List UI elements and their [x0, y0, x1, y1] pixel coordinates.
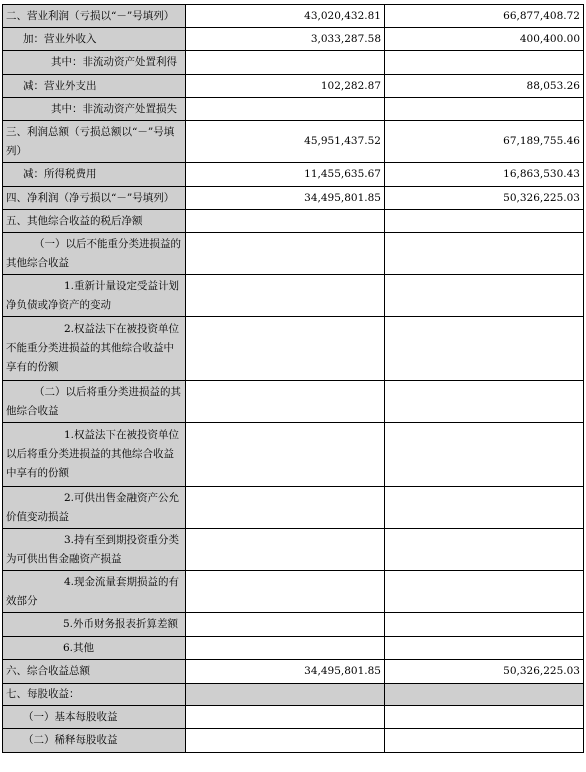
prior-period-value: [385, 729, 584, 753]
row-label: 三、利润总额（亏损总额以“－”号填列）: [3, 121, 186, 163]
current-period-value: [186, 98, 385, 121]
row-label: 减：营业外支出: [3, 75, 186, 98]
income-statement-table: [2, 4, 584, 753]
current-period-value: [186, 423, 385, 487]
row-label: 3.持有至到期投资重分类为可供出售金融资产损益: [3, 529, 186, 571]
current-period-value: 34,495,801.85: [186, 660, 385, 684]
table-row: [3, 637, 584, 660]
prior-period-value: 50,326,225.03: [385, 660, 584, 684]
current-period-value: [186, 381, 385, 423]
prior-period-value: 16,863,530.43: [385, 163, 584, 187]
current-period-value: [186, 729, 385, 753]
current-period-value: 34,495,801.85: [186, 187, 385, 210]
prior-period-value: [385, 98, 584, 121]
prior-period-value: [385, 637, 584, 660]
current-period-value: 45,951,437.52: [186, 121, 385, 163]
prior-period-value: 66,877,408.72: [385, 5, 584, 28]
prior-period-value: [385, 706, 584, 729]
current-period-value: [186, 529, 385, 571]
row-label: （二）稀释每股收益: [3, 729, 186, 753]
table-row: [3, 28, 584, 51]
row-label: 七、每股收益：: [3, 684, 186, 706]
table-row: [3, 51, 584, 75]
row-label: 其中：非流动资产处置损失: [3, 98, 186, 121]
table-row: [3, 163, 584, 187]
prior-period-value: [385, 684, 584, 706]
row-label: 2.权益法下在被投资单位不能重分类进损益的其他综合收益中享有的份额: [3, 317, 186, 381]
prior-period-value: [385, 317, 584, 381]
table-row: [3, 660, 584, 684]
prior-period-value: [385, 613, 584, 637]
table-row: [3, 275, 584, 317]
row-label: 4.现金流量套期损益的有效部分: [3, 571, 186, 613]
row-label: 六、综合收益总额: [3, 660, 186, 684]
prior-period-value: [385, 423, 584, 487]
row-label: 加：营业外收入: [3, 28, 186, 51]
prior-period-value: 50,326,225.03: [385, 187, 584, 210]
table-row: [3, 423, 584, 487]
prior-period-value: [385, 210, 584, 233]
current-period-value: 43,020,432.81: [186, 5, 385, 28]
row-label: 6.其他: [3, 637, 186, 660]
current-period-value: [186, 275, 385, 317]
prior-period-value: 88,053.26: [385, 75, 584, 98]
prior-period-value: 67,189,755.46: [385, 121, 584, 163]
prior-period-value: [385, 233, 584, 275]
table-row: [3, 571, 584, 613]
current-period-value: [186, 571, 385, 613]
current-period-value: 3,033,287.58: [186, 28, 385, 51]
prior-period-value: [385, 529, 584, 571]
current-period-value: [186, 317, 385, 381]
table-row: [3, 121, 584, 163]
row-label: 二、营业利润（亏损以“－”号填列）: [3, 5, 186, 28]
current-period-value: [186, 233, 385, 275]
prior-period-value: [385, 275, 584, 317]
current-period-value: [186, 706, 385, 729]
table-row: [3, 729, 584, 753]
prior-period-value: 400,400.00: [385, 28, 584, 51]
table-row: [3, 529, 584, 571]
table-row: [3, 381, 584, 423]
row-label: 1.权益法下在被投资单位以后将重分类进损益的其他综合收益中享有的份额: [3, 423, 186, 487]
current-period-value: [186, 51, 385, 75]
table-row: [3, 706, 584, 729]
table-row: [3, 684, 584, 706]
row-label: 其中：非流动资产处置利得: [3, 51, 186, 75]
row-label: （一）以后不能重分类进损益的其他综合收益: [3, 233, 186, 275]
current-period-value: 11,455,635.67: [186, 163, 385, 187]
row-label: 减：所得税费用: [3, 163, 186, 187]
table-row: [3, 210, 584, 233]
prior-period-value: [385, 571, 584, 613]
current-period-value: [186, 613, 385, 637]
current-period-value: 102,282.87: [186, 75, 385, 98]
prior-period-value: [385, 381, 584, 423]
table-row: [3, 187, 584, 210]
table-row: [3, 317, 584, 381]
prior-period-value: [385, 487, 584, 529]
table-row: [3, 75, 584, 98]
row-label: （二）以后将重分类进损益的其他综合收益: [3, 381, 186, 423]
current-period-value: [186, 637, 385, 660]
row-label: 1.重新计量设定受益计划净负债或净资产的变动: [3, 275, 186, 317]
table-row: [3, 487, 584, 529]
row-label: （一）基本每股收益: [3, 706, 186, 729]
row-label: 五、其他综合收益的税后净额: [3, 210, 186, 233]
row-label: 5.外币财务报表折算差额: [3, 613, 186, 637]
current-period-value: [186, 487, 385, 529]
table-row: [3, 613, 584, 637]
table-row: [3, 98, 584, 121]
row-label: 2.可供出售金融资产公允价值变动损益: [3, 487, 186, 529]
prior-period-value: [385, 51, 584, 75]
current-period-value: [186, 684, 385, 706]
row-label: 四、净利润（净亏损以“－”号填列）: [3, 187, 186, 210]
table-row: [3, 5, 584, 28]
current-period-value: [186, 210, 385, 233]
table-row: [3, 233, 584, 275]
